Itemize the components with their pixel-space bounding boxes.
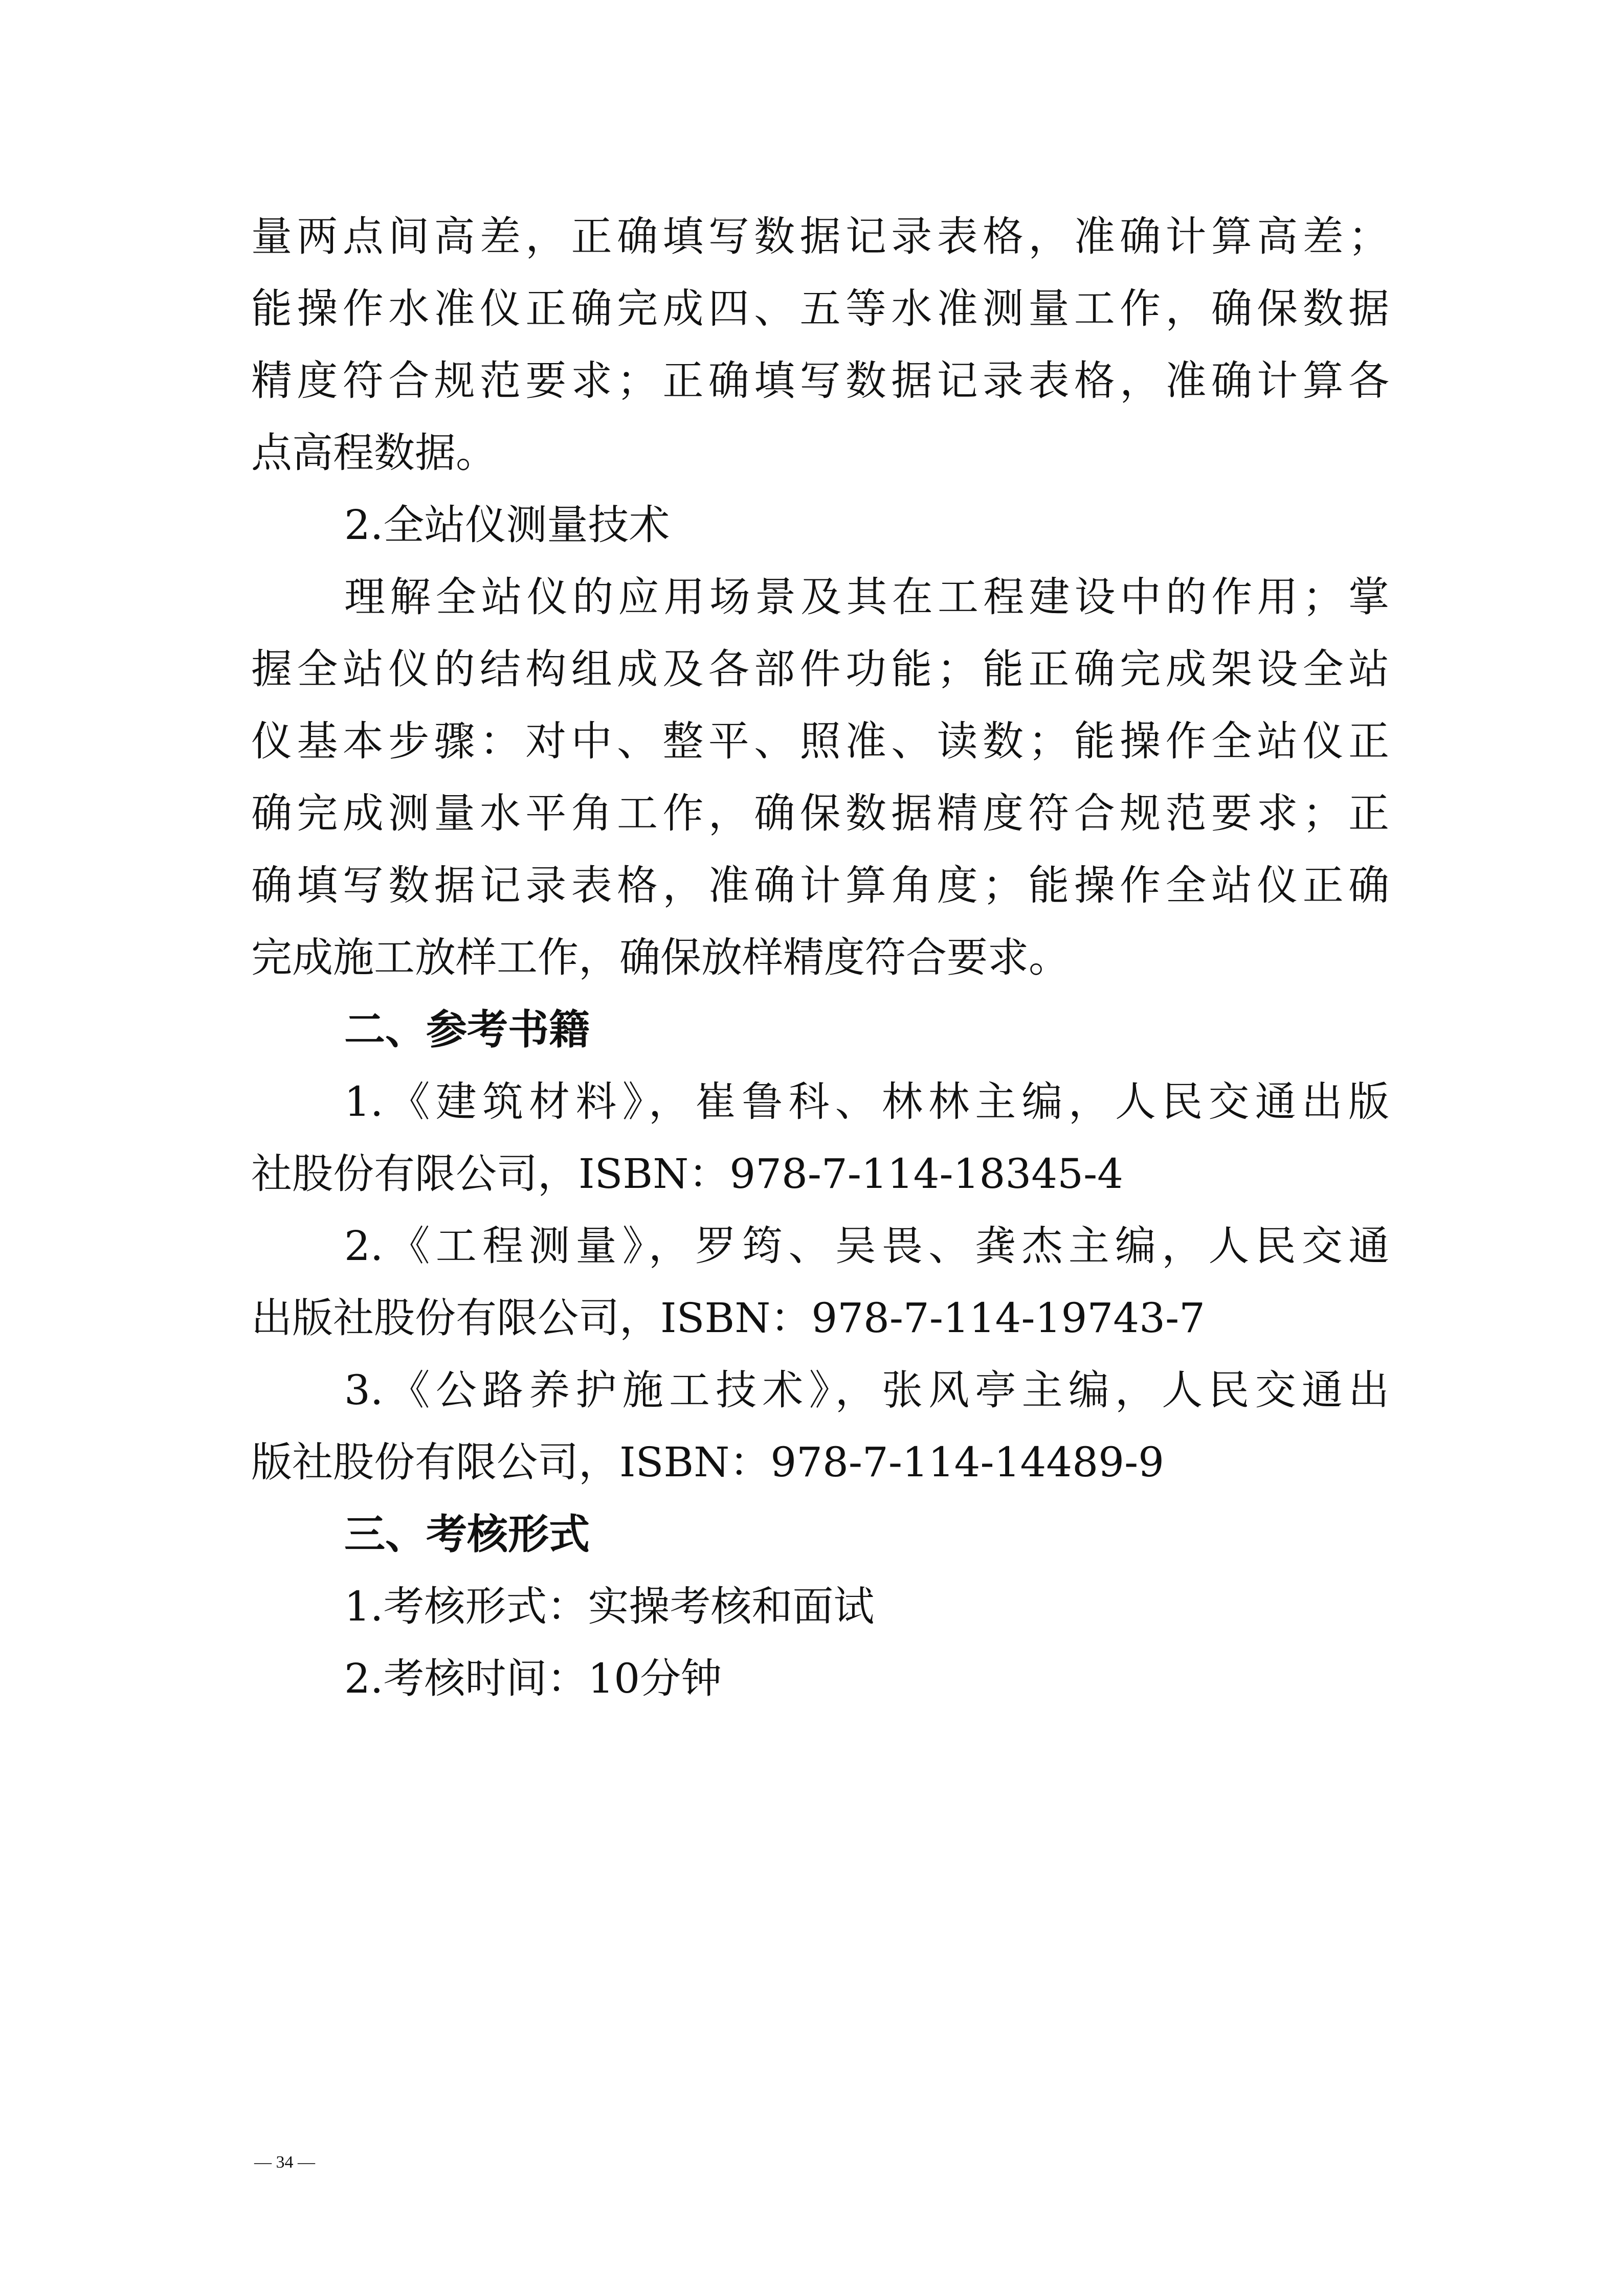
- text-line: 版社股份有限公司，ISBN：978-7-114-14489-9: [251, 1438, 1164, 1486]
- text-line: 握全站仪的结构组成及各部件功能；能正确完成架设全站: [251, 645, 1389, 693]
- text-line: 能操作水准仪正确完成四、五等水准测量工作，确保数据: [251, 285, 1389, 332]
- text-line: 社股份有限公司，ISBN：978-7-114-18345-4: [251, 1150, 1123, 1198]
- text-line: 确完成测量水平角工作，确保数据精度符合规范要求；正: [251, 790, 1389, 837]
- text-line: 1.考核形式：实操考核和面试: [344, 1583, 875, 1630]
- page-number: — 34 —: [254, 2153, 315, 2172]
- text-line: 量两点间高差，正确填写数据记录表格，准确计算高差；: [251, 213, 1389, 260]
- text-line: 2.全站仪测量技术: [344, 501, 670, 549]
- text-line: 确填写数据记录表格，准确计算角度；能操作全站仪正确: [251, 862, 1389, 909]
- text-line: 完成施工放样工作，确保放样精度符合要求。: [251, 934, 1070, 981]
- text-line: 2.《工程测量》，罗筠、吴畏、龚杰主编，人民交通: [344, 1222, 1389, 1270]
- text-line: 理解全站仪的应用场景及其在工程建设中的作用；掌: [344, 573, 1389, 621]
- text-line: 点高程数据。: [251, 429, 497, 477]
- document-body: [251, 200, 1389, 1715]
- text-line: 精度符合规范要求；正确填写数据记录表格，准确计算各: [251, 357, 1389, 404]
- text-line: 1.《建筑材料》，崔鲁科、林林主编，人民交通出版: [344, 1078, 1389, 1126]
- section-heading: 三、考核形式: [344, 1511, 590, 1558]
- text-line: 仪基本步骤：对中、整平、照准、读数；能操作全站仪正: [251, 717, 1389, 765]
- text-line: 3.《公路养护施工技术》，张风亭主编，人民交通出: [344, 1366, 1389, 1414]
- text-line: 出版社股份有限公司，ISBN：978-7-114-19743-7: [251, 1294, 1205, 1342]
- section-heading: 二、参考书籍: [344, 1006, 590, 1053]
- text-line: 2.考核时间：10分钟: [344, 1655, 722, 1702]
